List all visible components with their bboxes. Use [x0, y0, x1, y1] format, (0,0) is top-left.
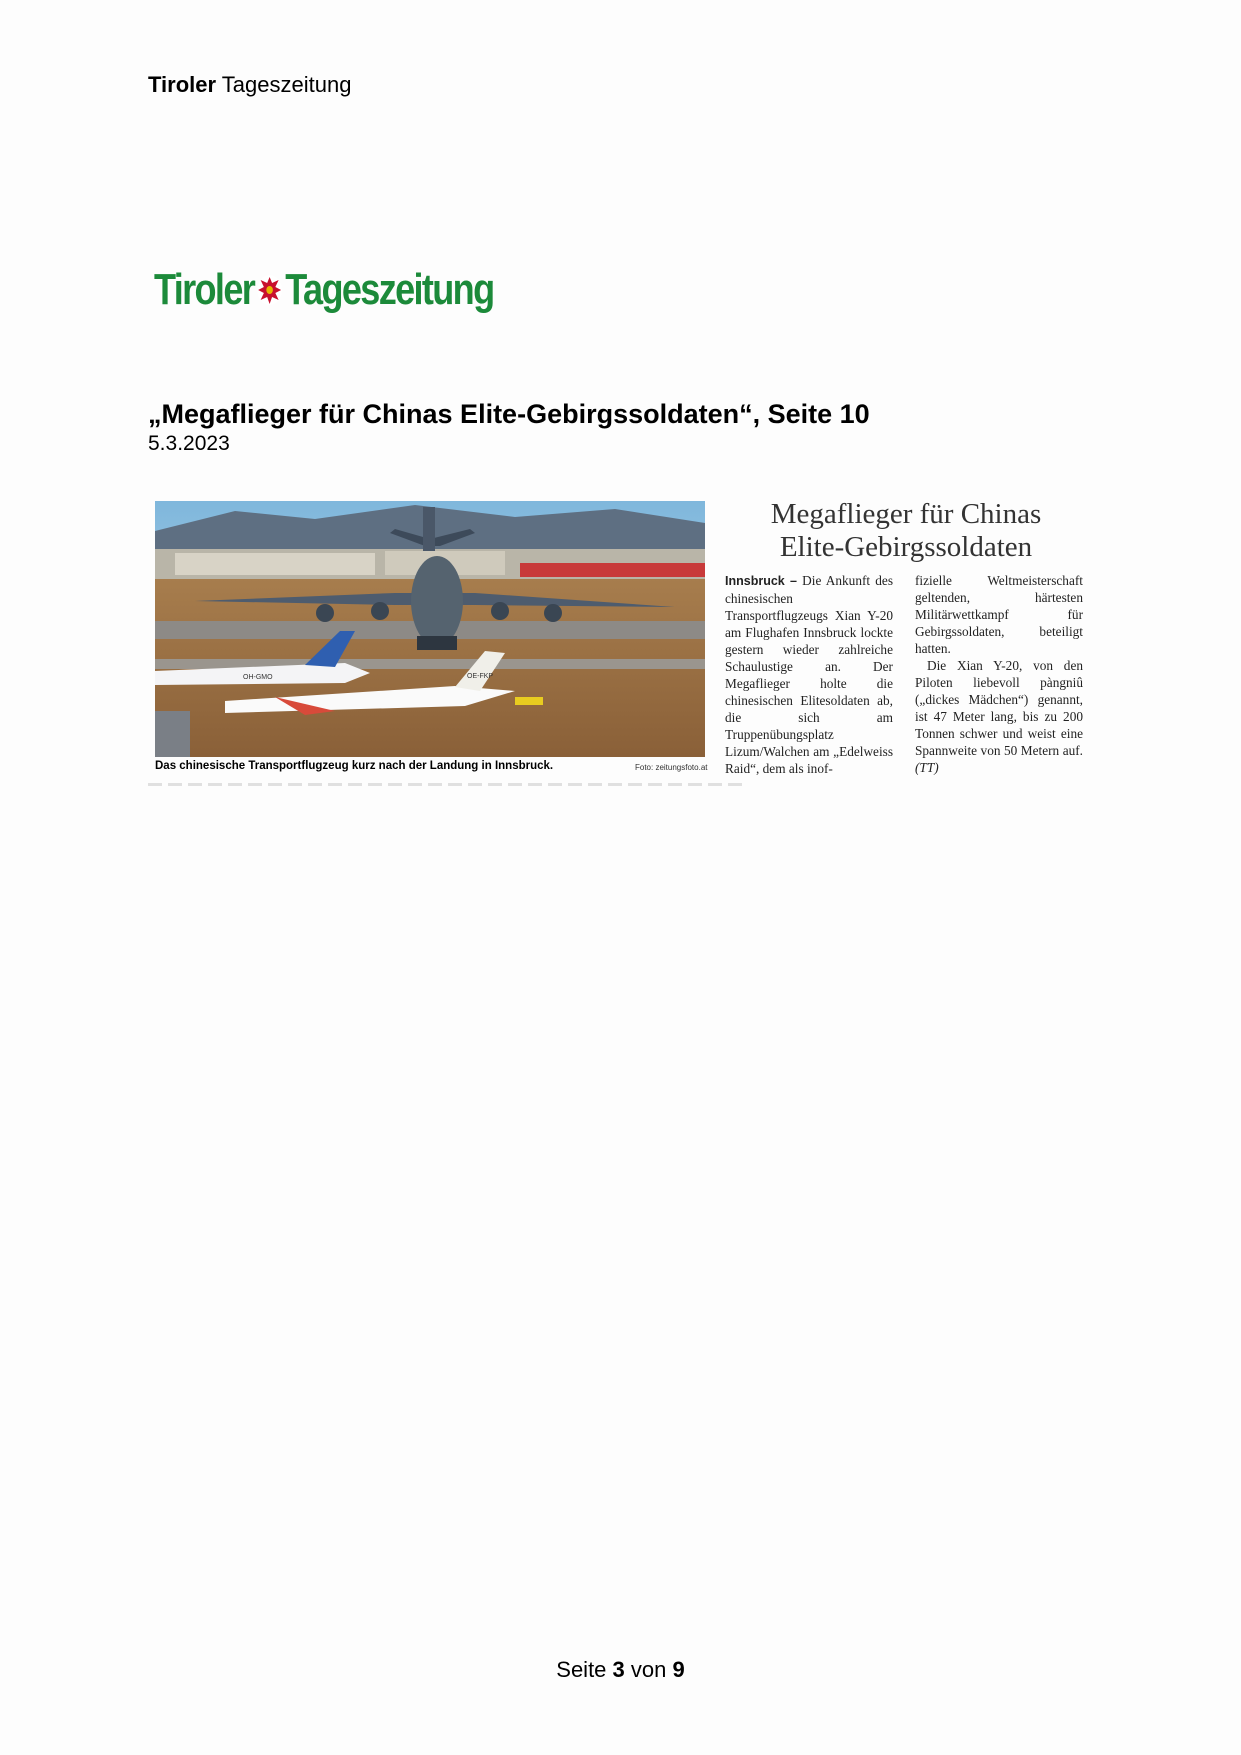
- logo-text-2: Tageszeitung: [285, 265, 494, 314]
- header-brand-bold: Tiroler: [148, 72, 217, 97]
- article-column-2: [915, 572, 1083, 776]
- article-dateline: Innsbruck –: [725, 574, 797, 588]
- page-counter-prefix: Seite: [556, 1657, 613, 1682]
- photo-caption: Das chinesische Transportflugzeug kurz nach der Landung in Innsbruck.: [155, 760, 554, 772]
- tyrolean-eagle-icon: [256, 273, 284, 307]
- tiroler-tageszeitung-logo: [154, 262, 493, 318]
- plane-marking-2: OE-FKP: [467, 673, 494, 680]
- page-counter: [0, 1657, 1241, 1683]
- author-tag: (TT): [915, 760, 939, 775]
- article-paragraph: [915, 657, 1083, 776]
- logo-text-1: Tiroler: [154, 265, 255, 314]
- article-column-1: [725, 572, 893, 777]
- photo-credit: Foto: zeitungsfoto.at: [635, 763, 708, 772]
- plane-marking-1: OH-GMO: [243, 674, 273, 681]
- clipping-headline: [716, 498, 1096, 564]
- article-body-text: Die Ankunft des chinesischen Transportflugzeugs Xian Y-20 am Flughafen Innsbruck lockte gestern wieder zahlreiche Schaulustige an. Der Megaflieger holte die chinesischen Elitesoldaten ab, die sich am Truppenübungsplatz Lizum/Walchen am „Edelweiss Raid“, dem als inof-: [725, 573, 893, 776]
- page-counter-middle: von: [624, 1657, 673, 1682]
- clipping-headline-line-2: Elite-Gebirgssoldaten: [779, 531, 1033, 563]
- header-brand-regular: Tageszeitung: [216, 72, 352, 97]
- article-body-text: Die Xian Y-20, von den Piloten liebevoll pàngniû („dickes Mädchen“) genannt, ist 47 Meter lang, bis zu 200 Tonnen schwer und weist eine Spannweite von 50 Metern auf.: [915, 658, 1083, 758]
- page-header: [148, 72, 351, 98]
- clipping-edge-artifact: [148, 783, 748, 786]
- page-total: 9: [672, 1657, 685, 1682]
- article-paragraph: fizielle Weltmeisterschaft geltenden, härtesten Militärwettkampf für Gebirgssoldaten, beteiligt hatten.: [915, 573, 1083, 656]
- page-current: 3: [612, 1657, 625, 1682]
- aircraft-photo: [155, 501, 705, 757]
- clipping-headline-line-1: Megaflieger für Chinas: [770, 498, 1042, 530]
- article-paragraph: [725, 572, 893, 777]
- article-title: „Megaflieger für Chinas Elite-Gebirgssoldaten“, Seite 10: [148, 399, 870, 429]
- article-date: 5.3.2023: [148, 432, 230, 455]
